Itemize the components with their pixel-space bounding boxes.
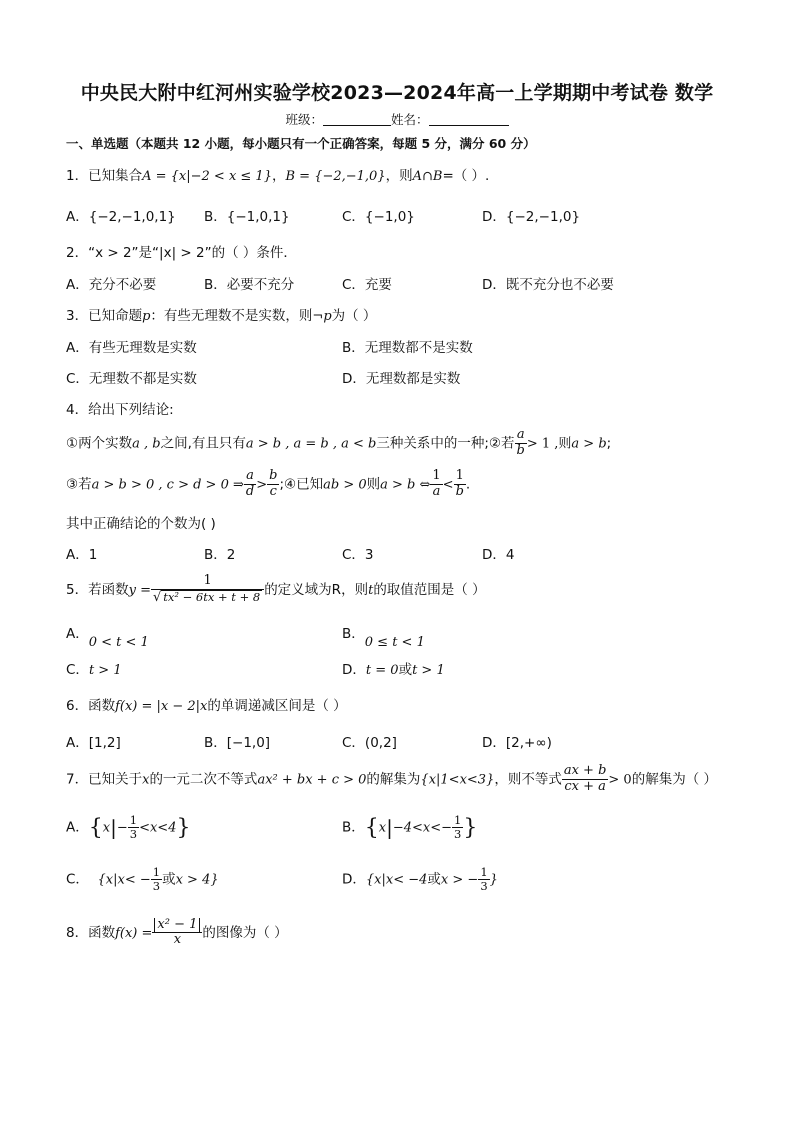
q5-stem-pre: 5．若函数 — [66, 581, 129, 598]
q8-den: x — [173, 932, 182, 948]
q1-option-b[interactable]: B．{−1,0,1} — [204, 209, 290, 225]
q7-opt-a-label: A． — [66, 819, 89, 836]
q7-stem-mid2: 的解集为 — [366, 771, 421, 788]
q4-c3-gt: > — [256, 477, 268, 493]
q5-opt-d-a: t = 0 — [365, 663, 399, 678]
q6-stem-pre: 6．函数 — [66, 698, 116, 714]
q4-c1-end: 三种关系中的一种;②若 — [376, 435, 515, 452]
q7-opt-d-frac — [478, 866, 489, 893]
q7-opt-c-frac — [151, 866, 162, 893]
q5-opt-d-or: 或 — [398, 662, 413, 678]
q4-c4-frac1 — [430, 469, 442, 500]
q4-c3-cond: a > b > 0 , c > d > 0 ⇒ — [91, 477, 244, 493]
q8-stem-pre: 8．函数 — [66, 925, 116, 942]
q7-opt-d-mid: x > − — [440, 872, 479, 888]
q1-option-a[interactable]: A．{−2,−1,0,1} — [66, 209, 176, 225]
student-info — [0, 110, 794, 128]
q2-option-c[interactable]: C．充要 — [342, 277, 392, 293]
q4-c4-d2: b — [455, 483, 464, 499]
bar-icon: | — [386, 815, 393, 840]
question-8 — [66, 918, 288, 948]
brace-open-icon: { — [88, 815, 103, 841]
q3-option-d[interactable]: D．无理数都是实数 — [342, 371, 461, 387]
q7-opt-d-n: 1 — [480, 865, 488, 879]
q7-stem-mid: 的一元二次不等式 — [149, 771, 258, 788]
q4-c1-rel: a > b , a = b , a < b — [245, 436, 377, 452]
q1-set-b: B = {−2,−1,0} — [285, 169, 386, 184]
q7-opt-b-n: 1 — [454, 813, 462, 827]
q7-frac-den: cx + a — [564, 778, 606, 794]
q4-c2-frac — [515, 428, 527, 459]
brace-open-icon: { — [364, 815, 379, 841]
question-3 — [66, 304, 376, 324]
q7-opt-c-n: 1 — [152, 865, 161, 879]
question-4: 4．给出下列结论: — [66, 402, 174, 418]
q1-expr: A∩B — [412, 169, 443, 184]
q4-c3-d1: d — [245, 483, 255, 499]
q4-c1: ①两个实数 — [66, 435, 133, 452]
q5-t: t — [368, 582, 374, 598]
q7-stem-mid3: ，则不等式 — [494, 771, 562, 788]
q4-c1-mid: 之间,有且只有 — [160, 435, 246, 452]
q4-c4-rel: a > b ⇔ — [380, 477, 431, 493]
q7-opt-a-neg: − — [116, 820, 128, 836]
q7-opt-d-or: 或 — [427, 871, 441, 888]
q1-stem-post: ，则 — [385, 168, 413, 184]
q4-c2-end: a > b — [571, 436, 607, 452]
q4-c1-ab: a , b — [132, 436, 161, 452]
q7-opt-c-pre: {x|x< − — [97, 872, 151, 888]
q4-c4-n2: 1 — [454, 469, 466, 485]
q5-stem-post: 的取值范围是（ ） — [373, 581, 486, 598]
q7-option-b[interactable] — [342, 814, 477, 841]
q7-opt-c-d: 3 — [152, 879, 161, 894]
q5-stem-mid: 的定义域为R，则 — [264, 581, 369, 598]
name-label: 姓名： — [391, 112, 429, 127]
q3-stem-post: 为（ ） — [331, 308, 377, 324]
name-blank[interactable] — [429, 113, 509, 126]
q4-c4-n1: 1 — [432, 468, 441, 483]
q6-option-b[interactable]: B．[−1,0] — [204, 735, 271, 751]
q5-opt-d-b: t > 1 — [412, 663, 445, 678]
q4-c3-frac2 — [267, 469, 279, 500]
q3-p: p — [142, 309, 151, 324]
q4-ask: 其中正确结论的个数为( ) — [66, 516, 216, 532]
q7-opt-d-d: 3 — [480, 879, 488, 894]
q2-option-b[interactable]: B．必要不充分 — [204, 277, 295, 293]
page-title: 中央民大附中红河州实验学校2023—2024年高一上学期期中考试卷 数学 — [80, 82, 714, 104]
q5-opt-a-label: A． — [66, 626, 89, 642]
q4-option-c[interactable]: C．3 — [342, 547, 374, 563]
q7-opt-a-x: x — [102, 820, 111, 836]
q7-opt-c-post: x > 4} — [175, 872, 219, 888]
q4-c2-mid: > 1 ,则 — [526, 436, 572, 452]
q3-option-b[interactable]: B．无理数都不是实数 — [342, 340, 473, 356]
q6-stem-post: 的单调递减区间是（ ） — [207, 698, 347, 714]
q7-option-c[interactable] — [66, 866, 219, 893]
question-5 — [66, 574, 486, 606]
q7-opt-d-pre: {x|x< −4 — [365, 872, 428, 888]
q1-option-d[interactable]: D．{−2,−1,0} — [482, 209, 581, 225]
q7-stem-pre: 7．已知关于 — [66, 771, 143, 788]
q7-ineq: ax² + bx + c > 0 — [257, 772, 367, 788]
q5-opt-d-label: D． — [342, 662, 366, 678]
q7-opt-a-frac — [128, 814, 139, 841]
q7-option-d[interactable] — [342, 866, 498, 893]
q1-stem-pre: 1．已知集合 — [66, 168, 143, 184]
q7-opt-d-label: D． — [342, 871, 366, 888]
q8-num: x² − 1 — [154, 918, 200, 932]
q4-c3-end: ;④已知 — [279, 476, 324, 493]
q8-frac — [152, 918, 202, 948]
q7-opt-c-label: C． — [66, 871, 89, 888]
q5-den — [151, 590, 264, 606]
q4-conclusions-1-2 — [66, 428, 611, 459]
q4-c4-frac2 — [454, 469, 466, 500]
q8-stem-post: 的图像为（ ） — [202, 925, 288, 942]
q5-option-d[interactable] — [342, 658, 445, 678]
q2-option-d[interactable]: D．既不充分也不必要 — [482, 277, 614, 293]
q4-conclusions-3-4 — [66, 469, 470, 500]
q7-opt-b-d: 3 — [454, 827, 462, 842]
q4-c4-mid: 则 — [366, 476, 381, 493]
q7-opt-a-n: 1 — [129, 813, 138, 827]
q4-c4-cond: ab > 0 — [323, 477, 367, 493]
q3-option-c[interactable]: C．无理数不都是实数 — [66, 371, 197, 387]
q7-stem-post: 的解集为（ ） — [631, 771, 717, 788]
q5-option-c[interactable] — [66, 658, 122, 678]
q3-option-a[interactable]: A．有些无理数是实数 — [66, 340, 197, 356]
q4-c3: ③若 — [66, 476, 92, 493]
q7-opt-b-x: x — [378, 820, 387, 836]
q3-stem-mid: ：有些无理数不是实数，则 — [150, 308, 313, 324]
q7-opt-a-post: <x<4 — [139, 820, 177, 836]
q7-frac-num: ax + b — [563, 763, 607, 778]
q4-c4-d1: a — [432, 483, 441, 499]
section-heading: 一、单选题（本题共 12 小题，每小题只有一个正确答案，每题 5 分，满分 60 分） — [66, 136, 536, 151]
q6-fn: f(x) = |x − 2|x — [115, 699, 208, 714]
brace-close-icon: } — [463, 815, 478, 841]
question-2: 2．“x > 2”是“|x| > 2”的（ ）条件． — [66, 245, 297, 261]
q5-fn-y: y = — [128, 582, 151, 598]
q4-c3-frac1 — [244, 469, 256, 500]
q5-opt-b-label: B． — [342, 626, 365, 642]
q2-option-a[interactable]: A．充分不必要 — [66, 277, 157, 293]
q1-tail: =（ ）. — [442, 168, 490, 184]
q6-option-a[interactable]: A．[1,2] — [66, 735, 121, 751]
question-7 — [66, 764, 717, 795]
q8-fn: f(x) = — [115, 926, 153, 942]
q4-c4-lt: < — [442, 477, 454, 493]
question-6 — [66, 694, 347, 714]
q7-sol: {x|1<x<3} — [420, 772, 495, 788]
q4-option-d[interactable]: D．4 — [482, 547, 515, 563]
q7-opt-c-or: 或 — [162, 871, 176, 888]
q4-c2-den: b — [516, 442, 525, 458]
q5-num: 1 — [151, 574, 264, 590]
q5-radicand: tx² − 6tx + t + 8 — [163, 589, 261, 604]
q5-opt-c-value: t > 1 — [88, 663, 122, 678]
q4-c3-d2: c — [269, 483, 277, 499]
q5-option-a[interactable] — [66, 622, 149, 650]
q4-option-b[interactable]: B．2 — [204, 547, 236, 563]
class-label: 班级： — [285, 112, 323, 127]
q5-frac — [151, 574, 264, 606]
q4-option-a[interactable]: A．1 — [66, 547, 98, 563]
q7-opt-a-d: 3 — [129, 827, 138, 842]
q4-c3-n2: b — [269, 468, 278, 483]
q7-opt-b-label: B． — [342, 819, 365, 836]
q5-opt-c-label: C． — [66, 662, 89, 678]
q6-option-d[interactable]: D．[2,+∞) — [482, 735, 552, 751]
q7-x: x — [142, 772, 150, 788]
question-1 — [66, 164, 489, 184]
q3-stem-pre: 3．已知命题 — [66, 308, 143, 324]
q4-c3-n1: a — [244, 469, 256, 485]
q4-c4-dot: . — [465, 476, 471, 493]
q4-c2-num: a — [515, 428, 527, 444]
q1-set-a: A = {x|−2 < x ≤ 1} — [142, 169, 272, 184]
q4-c2-tail: ; — [606, 435, 612, 452]
brace-close-icon: } — [176, 815, 191, 841]
q5-opt-b-value: 0 ≤ t < 1 — [364, 635, 425, 650]
class-blank[interactable] — [323, 113, 391, 126]
q1-option-c[interactable]: C．{−1,0} — [342, 209, 415, 225]
q7-frac — [562, 764, 609, 795]
q5-opt-a-value: 0 < t < 1 — [88, 635, 149, 650]
q6-option-c[interactable]: C．(0,2] — [342, 735, 397, 751]
q8-num-wrap — [152, 918, 202, 933]
q7-opt-b-mid: −4<x<− — [392, 820, 453, 836]
q7-opt-b-frac — [452, 814, 463, 841]
q3-not-p: ¬p — [312, 309, 332, 324]
q5-option-b[interactable] — [342, 622, 425, 650]
bar-icon: | — [110, 815, 117, 840]
q1-sep: ， — [271, 168, 286, 184]
q7-gt0: > 0 — [608, 772, 632, 788]
q7-opt-d-close: } — [489, 872, 498, 888]
q7-option-a[interactable] — [66, 814, 190, 841]
sqrt-icon: √ — [152, 589, 162, 605]
